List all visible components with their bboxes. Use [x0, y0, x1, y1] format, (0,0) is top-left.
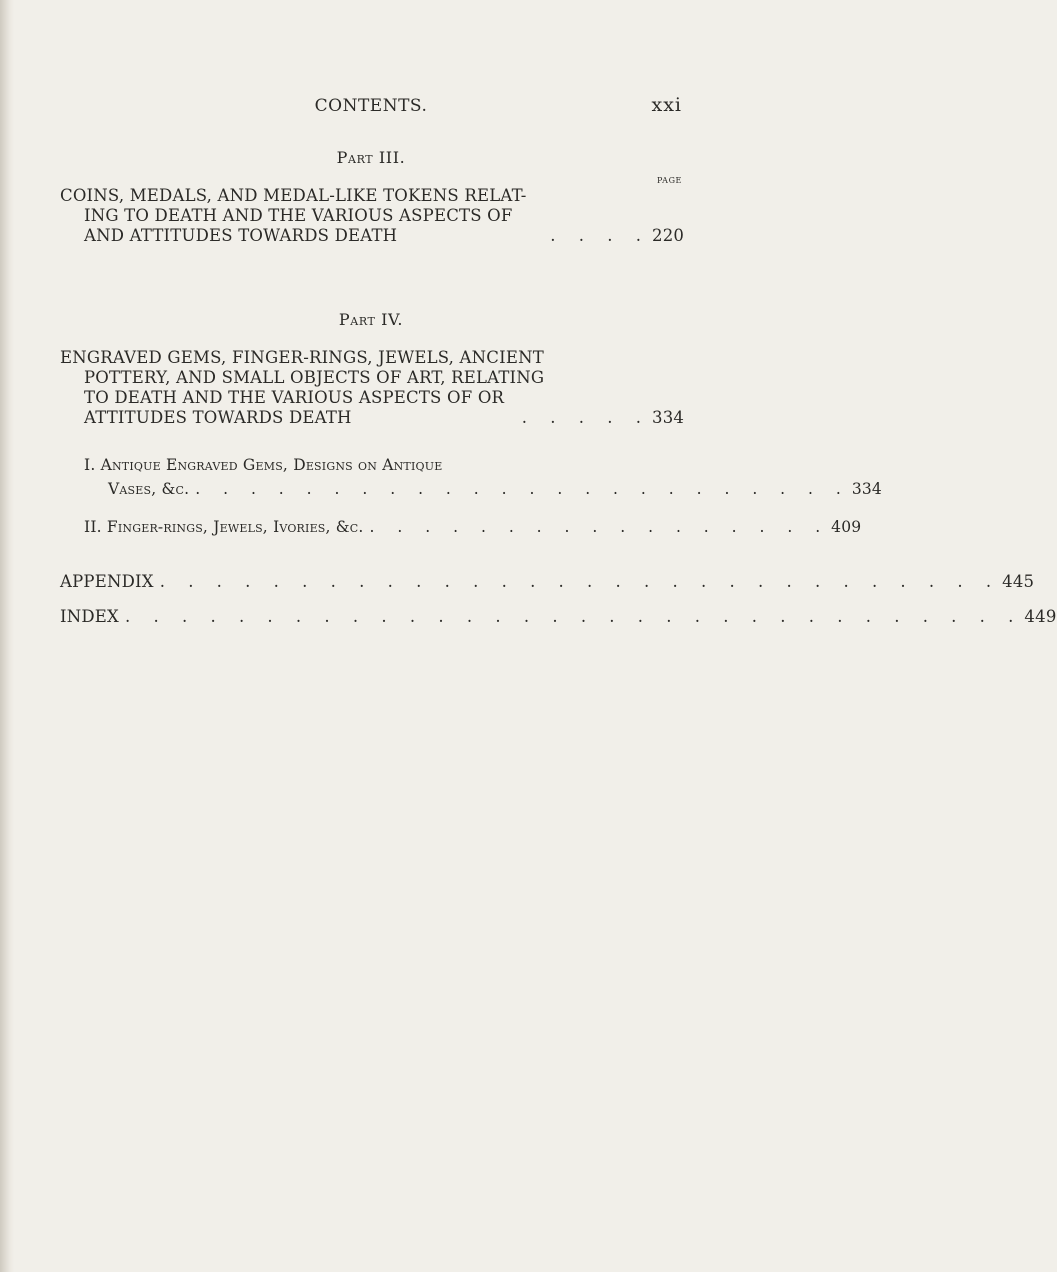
toc-entry-appendix[interactable] [60, 572, 1035, 592]
toc-entry-part-three[interactable] [60, 186, 685, 246]
running-head [60, 96, 682, 120]
dot-leader: . . . . . [521, 408, 650, 427]
word: Gems, [242, 456, 289, 474]
entry-last-line [60, 607, 1057, 627]
entry-line: ATTITUDES TOWARDS DEATH [84, 408, 352, 427]
entry-last-line [60, 226, 685, 246]
word: Engraved [165, 456, 238, 474]
entry-last-line [60, 479, 882, 499]
subentry-first-line [60, 455, 682, 475]
page-number: 334 [652, 408, 685, 427]
entry-last-line [60, 517, 862, 537]
word: Antique [100, 456, 161, 474]
page-folio: xxi [651, 94, 682, 116]
word: Antique [382, 456, 443, 474]
entry-line: ING TO DEATH AND THE VARIOUS ASPECTS OF [84, 206, 513, 225]
part-four-heading: Part IV. [338, 310, 404, 329]
page-number: 445 [1002, 572, 1035, 591]
entry-label: APPENDIX [60, 572, 154, 591]
page-number: 220 [652, 226, 685, 245]
gutter-shadow [0, 0, 14, 1272]
entry-last-line [60, 408, 685, 428]
entry-last-line [60, 572, 1035, 592]
word: I. [84, 456, 96, 474]
toc-entry-index[interactable] [60, 607, 1057, 627]
page-number: 409 [831, 518, 862, 536]
page-number: 334 [851, 480, 882, 498]
dot-leader: . . . . . . . . . . . . . . . . . [369, 518, 830, 536]
dot-leader: . . . . . . . . . . . . . . . . . . . . . . . . . . . . . . [159, 572, 1001, 591]
entry-line: TO DEATH AND THE VARIOUS ASPECTS OF OR [84, 388, 505, 407]
entry-label: INDEX [60, 607, 119, 626]
dot-leader: . . . . . . . . . . . . . . . . . . . . . . . . [195, 480, 850, 498]
toc-subentry-finger-rings[interactable] [60, 517, 862, 537]
part-three-heading: Part III. [336, 148, 406, 167]
entry-line: COINS, MEDALS, AND MEDAL-LIKE TOKENS RELAT- [60, 186, 527, 205]
entry-line: ENGRAVED GEMS, FINGER-RINGS, JEWELS, ANCIENT [60, 348, 544, 367]
page-column-label: PAGE [656, 176, 682, 185]
page-number: 449 [1024, 607, 1057, 626]
entry-line: POTTERY, AND SMALL OBJECTS OF ART, RELATING [84, 368, 545, 387]
running-head-title: CONTENTS. [314, 96, 428, 116]
entry-line: II. Finger-rings, Jewels, Ivories, &c. [84, 518, 364, 536]
entry-line: AND ATTITUDES TOWARDS DEATH [84, 226, 398, 245]
toc-entry-part-four[interactable] [60, 348, 685, 428]
dot-leader: . . . . . . . . . . . . . . . . . . . . . . . . . . . . . . . . [124, 607, 1023, 626]
word: Designs [293, 456, 353, 474]
dot-leader: . . . . [550, 226, 650, 245]
toc-subentry-antique-gems[interactable] [60, 455, 882, 499]
word: on [358, 456, 378, 474]
entry-line: Vases, &c. [108, 480, 190, 498]
